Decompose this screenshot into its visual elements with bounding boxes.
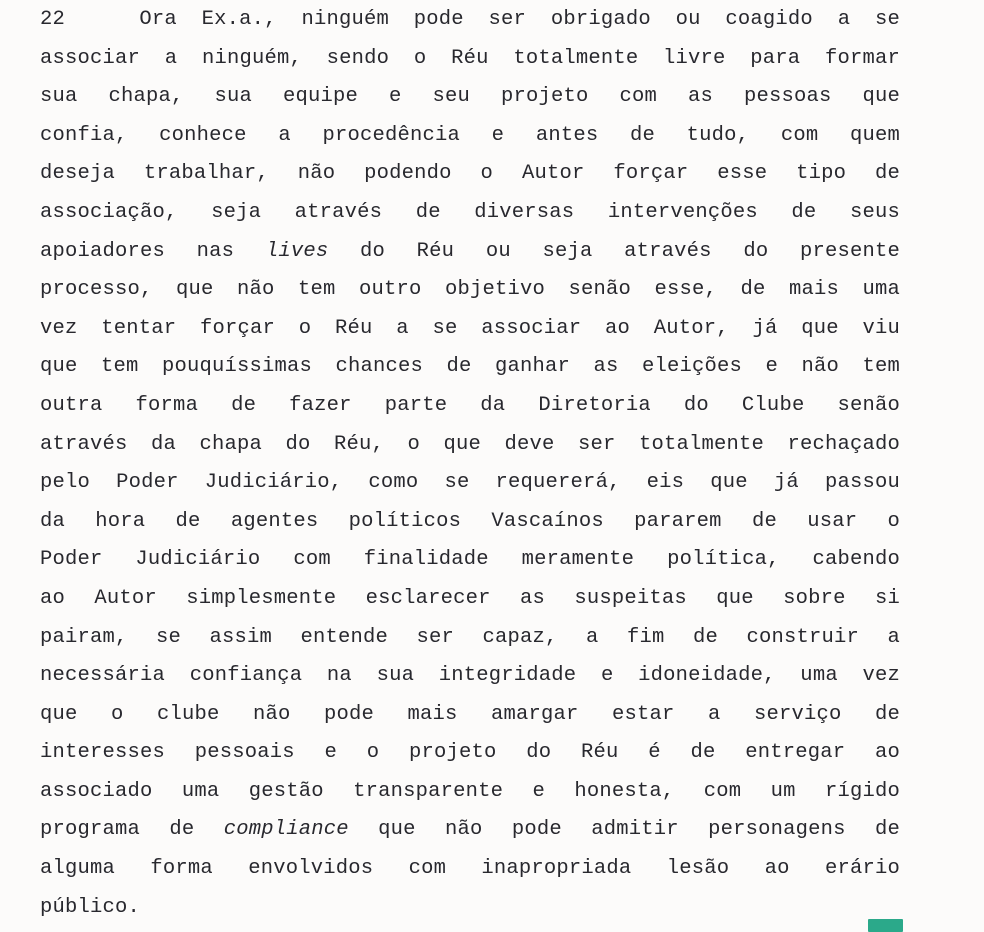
- text-line: [40, 811, 900, 850]
- text-line: [40, 889, 900, 928]
- text-run: processo, que não tem outro objetivo senão esse, de mais uma: [40, 278, 900, 302]
- paragraph-number: 22: [40, 8, 66, 31]
- text-run: programa de: [40, 818, 224, 842]
- paragraph-block: [40, 1, 900, 927]
- text-line: [40, 387, 900, 426]
- text-line: [40, 78, 900, 117]
- text-line: [40, 464, 900, 503]
- text-line: [40, 194, 900, 233]
- text-line: [40, 40, 900, 79]
- text-line: [40, 657, 900, 696]
- text-run: pairam, se assim entende ser capaz, a fim de construir a: [40, 625, 900, 649]
- text-run: sua chapa, sua equipe e seu projeto com as pessoas que: [40, 85, 900, 109]
- text-run: que não pode admitir personagens de: [348, 818, 900, 842]
- text-line: [40, 233, 900, 272]
- text-run: apoiadores nas: [40, 239, 266, 263]
- text-line: [40, 155, 900, 194]
- text-run: pelo Poder Judiciário, como se requererá, eis que já passou: [40, 471, 900, 495]
- text-run: associação, seja através de diversas intervenções de seus: [40, 200, 900, 224]
- text-run: alguma forma envolvidos com inapropriada lesão ao erário: [40, 857, 900, 881]
- text-line: [40, 271, 900, 310]
- text-line: [40, 580, 900, 619]
- text-run: Ora Ex.a., ninguém pode ser obrigado ou coagido a se: [139, 8, 900, 31]
- text-run: que tem pouquíssimas chances de ganhar as eleições e não tem: [40, 355, 900, 379]
- text-run: interesses pessoais e o projeto do Réu é de entregar ao: [40, 741, 900, 765]
- italic-term-lives: lives: [265, 239, 329, 263]
- italic-term-compliance: compliance: [223, 818, 349, 842]
- text-run: associado uma gestão transparente e honesta, com um rígido: [40, 779, 900, 803]
- text-line: [40, 426, 900, 465]
- text-run: deseja trabalhar, não podendo o Autor forçar esse tipo de: [40, 162, 900, 186]
- text-line: [40, 503, 900, 542]
- text-run: vez tentar forçar o Réu a se associar ao Autor, já que viu: [40, 316, 900, 340]
- text-line: [40, 696, 900, 735]
- text-run: público.: [40, 895, 141, 919]
- text-run: da hora de agentes políticos Vascaínos pararem de usar o: [40, 509, 900, 533]
- text-run: associar a ninguém, sendo o Réu totalmente livre para formar: [40, 46, 900, 70]
- text-run: confia, conhece a procedência e antes de tudo, com quem: [40, 123, 900, 147]
- text-line: [40, 773, 900, 812]
- text-run: através da chapa do Réu, o que deve ser totalmente rechaçado: [40, 432, 900, 456]
- text-run: necessária confiança na sua integridade e idoneidade, uma vez: [40, 664, 900, 688]
- text-run: do Réu ou seja através do presente: [328, 239, 900, 263]
- corner-badge-fragment: [868, 919, 903, 932]
- text-line: [40, 541, 900, 580]
- text-run: Poder Judiciário com finalidade meramente política, cabendo: [40, 548, 900, 572]
- text-line: [40, 619, 900, 658]
- paragraph-gap: [65, 8, 139, 31]
- text-line: [40, 734, 900, 773]
- text-line: [40, 310, 900, 349]
- text-run: ao Autor simplesmente esclarecer as suspeitas que sobre si: [40, 586, 900, 610]
- text-line: [40, 850, 900, 889]
- text-line: [40, 117, 900, 156]
- text-run: que o clube não pode mais amargar estar a serviço de: [40, 702, 900, 726]
- text-line: [40, 1, 900, 40]
- text-run: outra forma de fazer parte da Diretoria do Clube senão: [40, 393, 900, 417]
- text-line: [40, 348, 900, 387]
